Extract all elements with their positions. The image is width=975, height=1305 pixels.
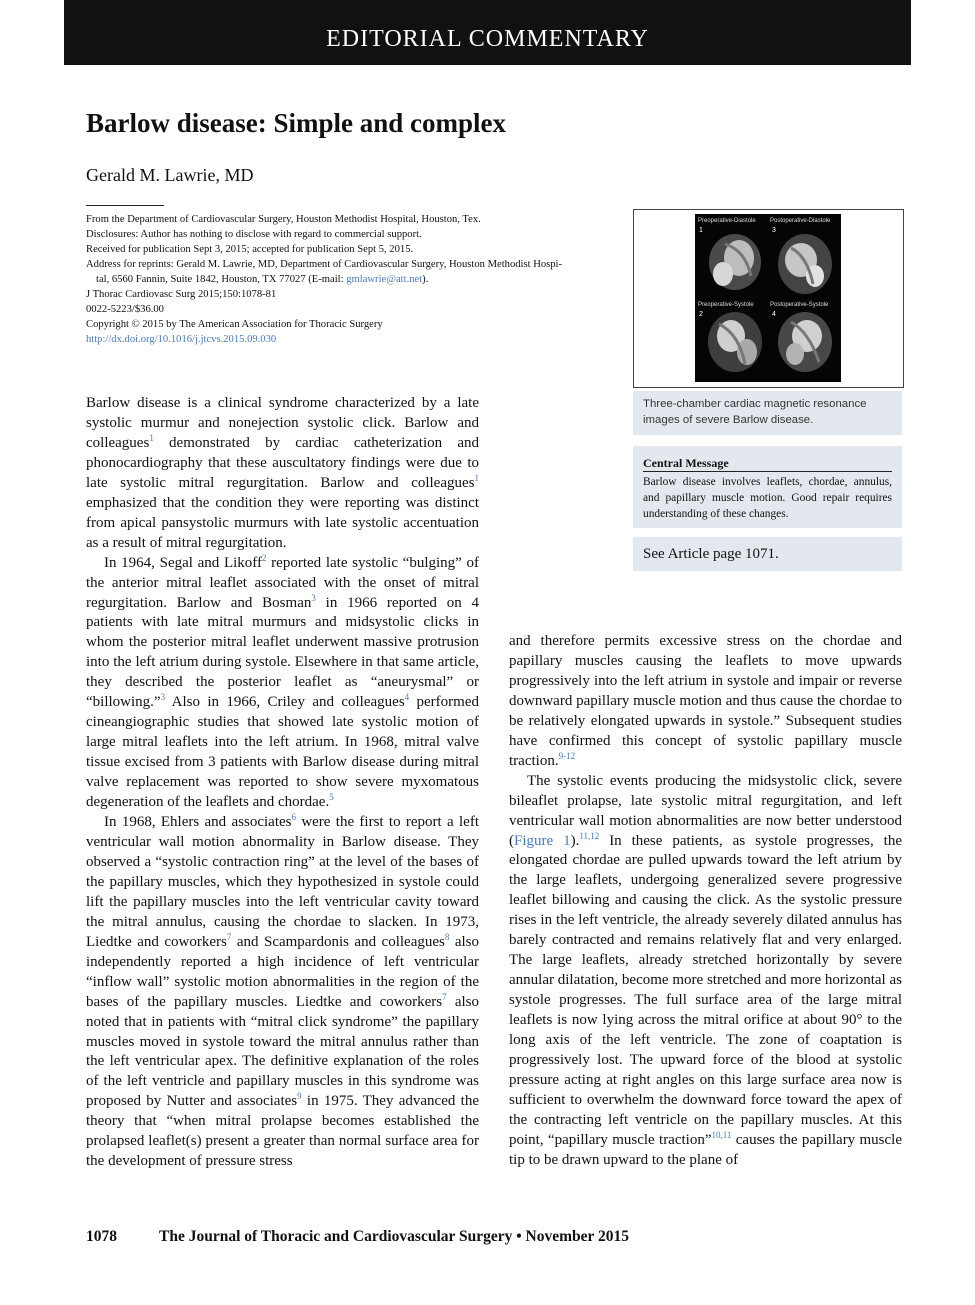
reference-link[interactable]: 6	[291, 812, 296, 823]
reprints-text: tal, 6560 Fannin, Suite 1842, Houston, TX 77027 (E-mail:	[96, 274, 347, 285]
see-article-link[interactable]: See Article page 1071.	[633, 537, 902, 571]
copyright: Copyright © 2015 by The American Association for Thoracic Surgery	[86, 319, 383, 330]
mri-figure[interactable]	[633, 209, 904, 388]
central-message-heading: Central Message	[643, 455, 892, 472]
page-number: 1078	[86, 1228, 117, 1245]
issn: 0022-5223/$36.00	[86, 304, 164, 315]
doi-link[interactable]: http://dx.doi.org/10.1016/j.jtcvs.2015.09.030	[86, 334, 277, 345]
reference-link[interactable]: 11,12	[579, 830, 600, 841]
paragraph: Barlow disease is a clinical syndrome characterized by a late systolic murmur and nonejection systolic click. Barlow and colleagues$^1$ demonstrated by cardiac catheterization and phonocardiography that these auscultatory findings were due to late systolic mitral regurgitation. Barlow and colleagues$^1$ emphasized that the condition they were reporting was distinct from apical pansystolic murmurs with late systolic accentuation as a result of mitral regurgitation.	[86, 395, 479, 551]
panel-2-number: 2	[699, 311, 703, 318]
panel-4-label: Postoperative-Systole	[770, 302, 829, 308]
section-banner: EDITORIAL COMMENTARY	[64, 0, 911, 65]
reference-link[interactable]: 3	[311, 592, 316, 603]
reference-link[interactable]: 8	[444, 931, 450, 942]
author-name: Gerald M. Lawrie, MD	[86, 165, 254, 185]
figure-link[interactable]: Figure 1	[514, 832, 571, 849]
mri-image-grid	[695, 214, 841, 382]
paragraph: and therefore permits excessive stress on the chordae and papillary muscles causing the leaflets to move upwards progressively into the left atrium in systole and impair or reverse downward papillary muscle motion and thus cause the chordae to be relatively elongated upwards in systole.” Subsequent studies have confirmed this concept of systolic papillary muscle traction.$^{9-12}$	[509, 633, 902, 769]
reference-link[interactable]: 1	[474, 472, 479, 483]
paragraph: In 1964, Segal and Likoff$^2$ reported late systolic “bulging” of the anterior mitral leaflet associated with the onset of mitral regurgitation. Barlow and Bosman$^3$ in 1966 reported on 4 patients with late mitral murmurs and midsystolic clicks in whom the posterior mitral leaflet underwent massive protrusion into the left atrium during systole. Elsewhere in that same article, they described the posterior leaflet as “aneurysmal” or “billowing.”$^3$ Also in 1966, Criley and colleagues$^4$ performed cineangiographic studies that showed late systolic motion of large mitral leaflets into the left atrium. In 1968, mitral valve tissue excised from 3 patients with Barlow disease during mitral valve replacement was reported to show severe myxomatous degeneration of the leaflets and chordae.$^5$	[86, 552, 480, 811]
received-dates: Received for publication Sept 3, 2015; accepted for publication Sept 5, 2015.	[86, 244, 414, 255]
reference-link[interactable]: 10,11	[711, 1129, 732, 1140]
reference-link[interactable]: 2	[262, 552, 267, 563]
panel-3-label: Postoperative-Diastole	[770, 218, 831, 224]
reference-link[interactable]: 1	[149, 432, 154, 443]
right-column	[509, 632, 902, 1171]
paragraph: The systolic events producing the midsystolic click, severe bileaflet prolapse, late systolic mitral regurgitation, and left ventricular wall motion abnormalities are now better understood (Figure 1).$^{11,12}$ In these patients, as systole progresses, the elongated chordae are pulled upwards toward the left atrium by the large leaflets, undergoing generalized severe progressive leaflet billowing and causing the click. As the systolic pressure rises in the left ventricle, the already severely dilated annulus has barely contracted and remains relatively flat and very enlarged. The large leaflets, already stretched horizontally by severe annular dilatation, become more stretched and more horizontal as systole progresses. The full surface area of the large mitral leaflets is now lying across the mitral orifice at about 90° to the long axis of the left ventricle. The zone of coaptation is progressively lost. The upward force of the blood at systolic pressure acting at right angles on this large surface area now is sufficient to overwhelm the downward force toward the apex of the contracting left ventricle on the papillary muscles. At this point, “papillary muscle traction”$^{10,11}$ causes the papillary muscle tip to be drawn upward to the plane of	[509, 772, 902, 1168]
central-message-body: Barlow disease involves leaflets, chordae, annulus, and papillary muscle motion. Good repair requires understanding of these changes.	[643, 476, 892, 520]
journal-citation: J Thorac Cardiovasc Surg 2015;150:1078-81	[86, 289, 277, 300]
article-metadata	[86, 212, 611, 347]
reprints-close: ).	[422, 274, 429, 285]
reference-link[interactable]: 7	[442, 991, 447, 1002]
reference-link[interactable]: 7	[226, 931, 232, 942]
article-title: Barlow disease: Simple and complex	[86, 108, 507, 138]
reference-link[interactable]: 9-12	[558, 750, 576, 761]
reference-link[interactable]: 9	[297, 1091, 302, 1102]
reprints-address-cont	[86, 272, 611, 287]
central-message-box	[633, 446, 902, 528]
affiliation: From the Department of Cardiovascular Surgery, Houston Methodist Hospital, Houston, Tex.	[86, 214, 481, 225]
panel-3-number: 3	[772, 227, 776, 234]
reference-link[interactable]: 4	[404, 692, 410, 703]
panel-1-number: 1	[699, 227, 703, 234]
panel-2-label: Preoperative-Systole	[698, 302, 754, 308]
footnote-divider	[86, 205, 164, 206]
paragraph: In 1968, Ehlers and associates$^6$ were the first to report a left ventricular wall motion abnormality in Barlow disease. They observed a “systolic contraction ring” at the level of the bases of the papillary muscles, which they hypothesized in systole could lift the papillary muscles into the left ventricular cavity toward the mitral annulus, causing the chordae to slacken. In 1973, Liedtke and coworkers$^7$ and Scampardonis and colleagues$^8$ also independently reported a high incidence of left ventricular “inflow wall” systolic motion abnormalities in the region of the bases of the papillary muscles. Liedtke and coworkers$^7$ also noted that in patients with “mitral click syndrome” the papillary muscles moved in systole toward the mitral annulus rather than the left ventricular apex. The definitive explanation of the roles of the left ventricle and papillary muscles in this syndrome was proposed by Nutter and associates$^9$ in 1975. They advanced the theory that “when mitral prolapse becomes established the prolapsed leaflet(s) present a greater than normal surface area for the development of pressure stress	[86, 812, 480, 1170]
page-footer	[86, 1228, 629, 1246]
reference-link[interactable]: 5	[329, 792, 334, 803]
reference-link[interactable]: 3	[160, 692, 166, 703]
figure-caption: Three-chamber cardiac magnetic resonance images of severe Barlow disease.	[633, 391, 902, 435]
panel-4-number: 4	[772, 311, 776, 318]
disclosures: Disclosures: Author has nothing to disclose with regard to commercial support.	[86, 229, 422, 240]
email-link[interactable]: gmlawrie@att.net	[346, 274, 423, 285]
panel-1-label: Preoperative-Diastole	[698, 218, 756, 224]
journal-name: The Journal of Thoracic and Cardiovascular Surgery • November 2015	[159, 1228, 629, 1245]
left-column	[86, 394, 479, 1172]
reprints-address: Address for reprints: Gerald M. Lawrie, MD, Department of Cardiovascular Surgery, Houston Methodist Hospi-	[86, 259, 563, 270]
